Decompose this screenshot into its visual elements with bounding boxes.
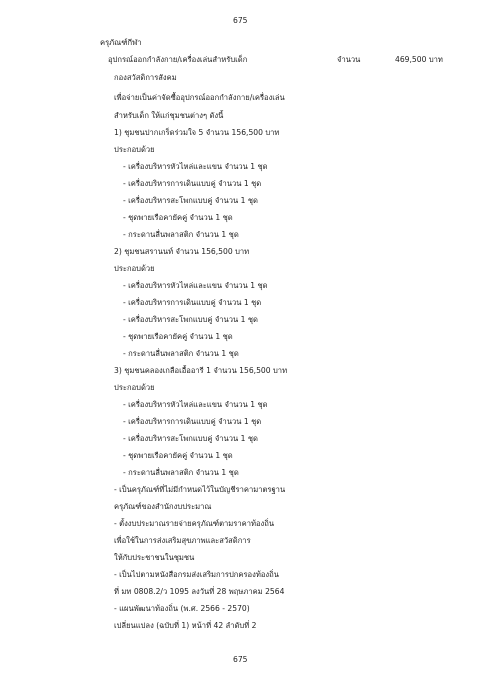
description-line: - เครื่องบริหารสะโพกแบบคู่ จำนวน 1 ชุด [123,315,258,324]
description-line: 1) ชุมชนปากเกร็ดร่วมใจ 5 จำนวน 156,500 บาท [114,128,280,137]
description-line: ที่ มท 0808.2/ว 1095 ลงวันที่ 28 พฤษภาคม 2564 [114,587,285,596]
description-line: สำหรับเด็ก ให้แก่ชุมชนต่างๆ ดังนี้ [114,111,224,120]
description-line: - ตั้งงบประมาณรายจ่ายครุภัณฑ์ตามราคาท้องถิ่น [114,519,275,528]
description-line: - เครื่องบริหารการเดินแบบคู่ จำนวน 1 ชุด [123,417,262,426]
category-heading: ครุภัณฑ์กีฬา [100,38,142,47]
description-line: - เครื่องบริหารสะโพกแบบคู่ จำนวน 1 ชุด [123,434,258,443]
description-line: เพื่อใช้ในการส่งเสริมสุขภาพและสวัสดิการ [114,536,251,545]
description-line: - กระดานลื่นพลาสติก จำนวน 1 ชุด [123,230,239,239]
description-line: ประกอบด้วย [114,383,155,392]
item-name: อุปกรณ์ออกกำลังกาย/เครื่องเล่นสำหรับเด็ก [108,55,248,64]
description-line: - เครื่องบริหารหัวไหล่และแขน จำนวน 1 ชุด [123,162,268,171]
description-line: - เป็นไปตามหนังสือกรมส่งเสริมการปกครองท้องถิ่น [114,570,279,579]
amount-label: จำนวน [337,55,361,64]
description-line: - เครื่องบริหารสะโพกแบบคู่ จำนวน 1 ชุด [123,196,258,205]
description-line: ประกอบด้วย [114,264,155,273]
description-line: ประกอบด้วย [114,145,155,154]
description-line: 3) ชุมชนคลองเกลือเอื้ออารี 1 จำนวน 156,500 บาท [114,366,288,375]
description-line: - เป็นครุภัณฑ์ที่ไม่มีกำหนดไว้ในบัญชีราคามาตรฐาน [114,485,286,494]
amount-value: 469,500 บาท [395,55,443,64]
description-line: เพื่อจ่ายเป็นค่าจัดซื้ออุปกรณ์ออกกำลังกาย/เครื่องเล่น [114,93,285,102]
description-line: - เครื่องบริหารหัวไหล่และแขน จำนวน 1 ชุด [123,400,268,409]
description-line: - ชุดพายเรือคายัคคู่ จำนวน 1 ชุด [123,451,233,460]
description-line: - ชุดพายเรือคายัคคู่ จำนวน 1 ชุด [123,213,233,222]
description-line: เปลี่ยนแปลง (ฉบับที่ 1) หน้าที่ 42 ลำดับที่ 2 [114,621,257,630]
description-line: ครุภัณฑ์ของสำนักงบประมาณ [114,502,212,511]
description-line: - เครื่องบริหารการเดินแบบคู่ จำนวน 1 ชุด [123,179,262,188]
description-line: ให้กับประชาชนในชุมชน [114,553,195,562]
description-line: 2) ชุมชนสรานนท์ จำนวน 156,500 บาท [114,247,250,256]
description-line: - กระดานลื่นพลาสติก จำนวน 1 ชุด [123,468,239,477]
description-line: - กระดานลื่นพลาสติก จำนวน 1 ชุด [123,349,239,358]
description-line: - เครื่องบริหารหัวไหล่และแขน จำนวน 1 ชุด [123,281,268,290]
department-name: กองสวัสดิการสังคม [114,73,177,82]
description-line: - แผนพัฒนาท้องถิ่น (พ.ศ. 2566 - 2570) [114,604,250,613]
description-line: - เครื่องบริหารการเดินแบบคู่ จำนวน 1 ชุด [123,298,262,307]
description-line: - ชุดพายเรือคายัคคู่ จำนวน 1 ชุด [123,332,233,341]
page-number-bottom: 675 [233,655,248,664]
page-number-top: 675 [233,16,248,25]
